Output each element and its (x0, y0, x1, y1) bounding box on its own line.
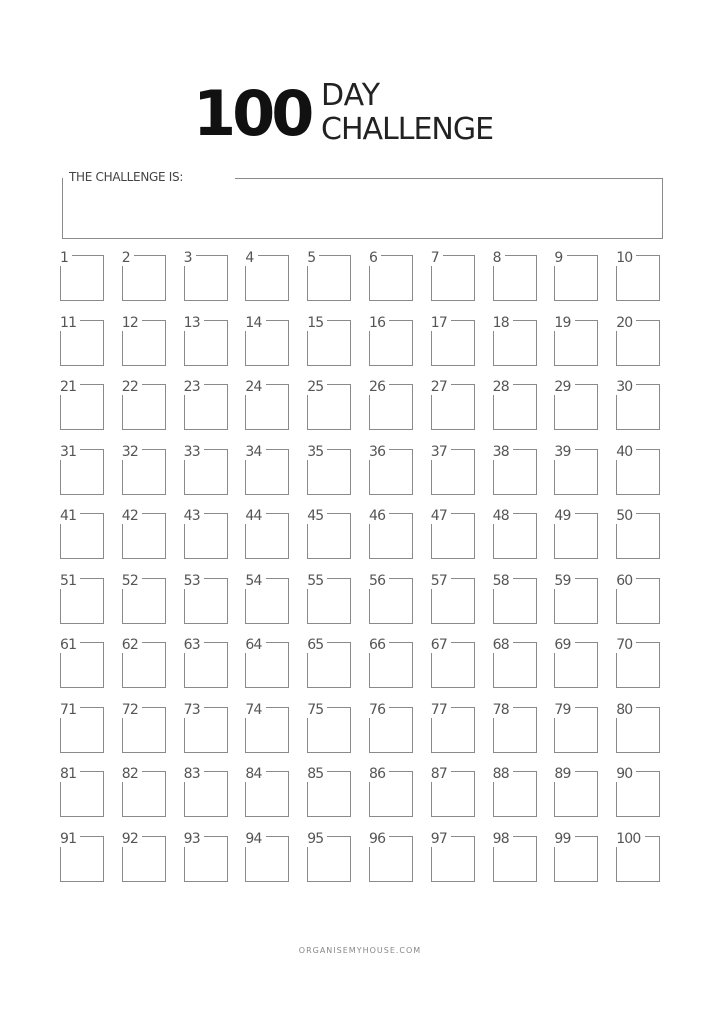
day-number: 62 (120, 637, 142, 653)
day-cell[interactable] (122, 637, 168, 689)
day-number: 61 (58, 637, 80, 653)
day-number: 45 (305, 508, 327, 524)
day-cell[interactable] (616, 250, 662, 302)
day-number: 30 (614, 379, 636, 395)
day-number: 85 (305, 766, 327, 782)
day-cell[interactable] (493, 766, 539, 818)
day-number: 68 (491, 637, 513, 653)
day-cell[interactable] (616, 379, 662, 431)
day-number: 53 (182, 573, 204, 589)
day-cell[interactable] (60, 379, 106, 431)
day-number: 3 (182, 250, 196, 266)
day-cell[interactable] (60, 831, 106, 883)
day-number: 82 (120, 766, 142, 782)
day-number: 42 (120, 508, 142, 524)
day-cell[interactable] (369, 508, 415, 560)
title-day: DAY (321, 78, 381, 113)
day-cell[interactable] (122, 702, 168, 754)
day-cell[interactable] (60, 444, 106, 496)
day-number: 94 (243, 831, 265, 847)
day-cell[interactable] (493, 637, 539, 689)
day-cell[interactable] (616, 637, 662, 689)
day-number: 23 (182, 379, 204, 395)
day-number: 18 (491, 315, 513, 331)
day-number: 31 (58, 444, 80, 460)
day-number: 15 (305, 315, 327, 331)
day-cell[interactable] (245, 702, 291, 754)
day-number: 22 (120, 379, 142, 395)
day-cell[interactable] (554, 379, 600, 431)
day-number: 33 (182, 444, 204, 460)
day-number: 84 (243, 766, 265, 782)
day-cell[interactable] (307, 573, 353, 625)
day-number: 36 (367, 444, 389, 460)
day-number: 90 (614, 766, 636, 782)
day-number: 51 (58, 573, 80, 589)
day-number: 93 (182, 831, 204, 847)
day-cell[interactable] (431, 702, 477, 754)
day-number: 75 (305, 702, 327, 718)
day-number: 17 (429, 315, 451, 331)
day-number: 89 (552, 766, 574, 782)
day-number: 66 (367, 637, 389, 653)
page-title (193, 78, 533, 150)
day-number: 10 (614, 250, 636, 266)
day-number: 14 (243, 315, 265, 331)
day-cell[interactable] (554, 315, 600, 367)
day-number: 57 (429, 573, 451, 589)
day-number: 54 (243, 573, 265, 589)
day-number: 72 (120, 702, 142, 718)
day-number: 55 (305, 573, 327, 589)
day-cell[interactable] (493, 573, 539, 625)
day-cell[interactable] (122, 766, 168, 818)
day-cell[interactable] (307, 315, 353, 367)
day-cell[interactable] (184, 379, 230, 431)
day-cell[interactable] (369, 379, 415, 431)
day-cell[interactable] (245, 831, 291, 883)
day-number: 69 (552, 637, 574, 653)
day-number: 74 (243, 702, 265, 718)
day-number: 73 (182, 702, 204, 718)
day-number: 92 (120, 831, 142, 847)
day-cell[interactable] (184, 831, 230, 883)
day-number: 37 (429, 444, 451, 460)
day-cell[interactable] (245, 444, 291, 496)
day-number: 95 (305, 831, 327, 847)
day-cell[interactable] (307, 637, 353, 689)
day-cell[interactable] (554, 831, 600, 883)
day-number: 50 (614, 508, 636, 524)
day-number: 65 (305, 637, 327, 653)
day-cell[interactable] (431, 508, 477, 560)
day-cell[interactable] (184, 766, 230, 818)
day-cell[interactable] (616, 508, 662, 560)
day-number: 63 (182, 637, 204, 653)
day-number: 67 (429, 637, 451, 653)
day-number: 41 (58, 508, 80, 524)
day-number: 97 (429, 831, 451, 847)
day-number: 52 (120, 573, 142, 589)
day-cell[interactable] (431, 379, 477, 431)
day-number: 29 (552, 379, 574, 395)
day-cell[interactable] (122, 444, 168, 496)
day-cell[interactable] (431, 766, 477, 818)
day-cell[interactable] (245, 508, 291, 560)
day-cell[interactable] (122, 573, 168, 625)
day-number: 100 (614, 831, 644, 847)
day-cell[interactable] (307, 702, 353, 754)
day-number: 38 (491, 444, 513, 460)
day-cell[interactable] (369, 766, 415, 818)
day-cell[interactable] (369, 702, 415, 754)
day-number: 71 (58, 702, 80, 718)
day-cell[interactable] (122, 508, 168, 560)
day-number: 86 (367, 766, 389, 782)
day-number: 8 (491, 250, 505, 266)
day-cell[interactable] (122, 379, 168, 431)
day-cell[interactable] (493, 831, 539, 883)
day-cell[interactable] (431, 250, 477, 302)
day-number: 48 (491, 508, 513, 524)
day-cell[interactable] (60, 637, 106, 689)
day-cell[interactable] (307, 508, 353, 560)
day-cell[interactable] (60, 766, 106, 818)
day-cell[interactable] (554, 702, 600, 754)
day-number: 44 (243, 508, 265, 524)
day-cell[interactable] (60, 573, 106, 625)
day-cell[interactable] (184, 444, 230, 496)
day-cell[interactable] (369, 831, 415, 883)
day-number: 70 (614, 637, 636, 653)
day-cell[interactable] (122, 831, 168, 883)
day-cell[interactable] (307, 831, 353, 883)
day-number: 21 (58, 379, 80, 395)
day-number: 79 (552, 702, 574, 718)
day-number: 47 (429, 508, 451, 524)
day-number: 28 (491, 379, 513, 395)
day-number: 35 (305, 444, 327, 460)
day-number: 81 (58, 766, 80, 782)
day-cell[interactable] (493, 250, 539, 302)
day-number: 26 (367, 379, 389, 395)
day-number: 76 (367, 702, 389, 718)
day-cell[interactable] (60, 315, 106, 367)
day-cell[interactable] (184, 702, 230, 754)
day-cell[interactable] (554, 250, 600, 302)
day-number: 19 (552, 315, 574, 331)
day-cell[interactable] (184, 250, 230, 302)
day-number: 83 (182, 766, 204, 782)
footer-site: ORGANISEMYHOUSE.COM (298, 946, 422, 955)
day-cell[interactable] (616, 444, 662, 496)
day-cell[interactable] (184, 573, 230, 625)
day-cell[interactable] (554, 444, 600, 496)
day-cell[interactable] (493, 702, 539, 754)
day-number: 77 (429, 702, 451, 718)
day-cell[interactable] (122, 315, 168, 367)
day-cell[interactable] (369, 637, 415, 689)
day-number: 87 (429, 766, 451, 782)
day-number: 13 (182, 315, 204, 331)
day-cell[interactable] (431, 573, 477, 625)
day-cell[interactable] (616, 702, 662, 754)
day-number: 60 (614, 573, 636, 589)
day-number: 9 (552, 250, 566, 266)
day-cell[interactable] (616, 766, 662, 818)
day-cell[interactable] (616, 573, 662, 625)
day-number: 2 (120, 250, 134, 266)
day-cell[interactable] (493, 315, 539, 367)
day-cell[interactable] (245, 766, 291, 818)
day-number: 6 (367, 250, 381, 266)
day-number: 91 (58, 831, 80, 847)
challenge-input-box[interactable] (62, 178, 663, 239)
day-number: 46 (367, 508, 389, 524)
day-cell[interactable] (554, 637, 600, 689)
day-number: 99 (552, 831, 574, 847)
day-number: 4 (243, 250, 257, 266)
day-cell[interactable] (245, 637, 291, 689)
day-cell[interactable] (431, 444, 477, 496)
day-cell[interactable] (369, 573, 415, 625)
day-number: 88 (491, 766, 513, 782)
day-number: 78 (491, 702, 513, 718)
day-number: 34 (243, 444, 265, 460)
day-number: 49 (552, 508, 574, 524)
challenge-label: THE CHALLENGE IS: (69, 170, 189, 184)
day-cell[interactable] (245, 379, 291, 431)
day-number: 98 (491, 831, 513, 847)
day-cell[interactable] (184, 637, 230, 689)
day-cell[interactable] (493, 444, 539, 496)
day-number: 64 (243, 637, 265, 653)
day-number: 80 (614, 702, 636, 718)
day-number: 39 (552, 444, 574, 460)
day-cell[interactable] (493, 508, 539, 560)
day-cell[interactable] (184, 315, 230, 367)
day-cell[interactable] (184, 508, 230, 560)
day-number: 58 (491, 573, 513, 589)
day-cell[interactable] (307, 250, 353, 302)
day-number: 59 (552, 573, 574, 589)
day-cell[interactable] (245, 315, 291, 367)
day-cell[interactable] (616, 831, 662, 883)
day-cell[interactable] (60, 508, 106, 560)
day-cell[interactable] (307, 379, 353, 431)
day-cell[interactable] (369, 250, 415, 302)
day-number: 24 (243, 379, 265, 395)
day-cell[interactable] (431, 315, 477, 367)
day-number: 5 (305, 250, 319, 266)
day-cell[interactable] (60, 702, 106, 754)
day-cell[interactable] (493, 379, 539, 431)
day-number: 11 (58, 315, 80, 331)
day-number: 25 (305, 379, 327, 395)
day-number: 40 (614, 444, 636, 460)
day-number: 27 (429, 379, 451, 395)
day-number: 16 (367, 315, 389, 331)
day-number: 1 (58, 250, 72, 266)
day-number: 43 (182, 508, 204, 524)
day-cell[interactable] (122, 250, 168, 302)
day-number: 32 (120, 444, 142, 460)
day-cell[interactable] (431, 637, 477, 689)
day-number: 20 (614, 315, 636, 331)
day-cell[interactable] (245, 573, 291, 625)
day-cell[interactable] (554, 573, 600, 625)
title-challenge: CHALLENGE (321, 112, 494, 147)
day-cell[interactable] (554, 508, 600, 560)
day-cell[interactable] (369, 444, 415, 496)
day-cell[interactable] (245, 250, 291, 302)
title-number: 100 (193, 77, 311, 150)
day-cell[interactable] (60, 250, 106, 302)
day-grid (60, 250, 666, 890)
day-cell[interactable] (554, 766, 600, 818)
day-cell[interactable] (431, 831, 477, 883)
day-cell[interactable] (369, 315, 415, 367)
day-number: 56 (367, 573, 389, 589)
day-number: 7 (429, 250, 443, 266)
day-cell[interactable] (307, 444, 353, 496)
day-number: 96 (367, 831, 389, 847)
day-cell[interactable] (616, 315, 662, 367)
day-number: 12 (120, 315, 142, 331)
day-cell[interactable] (307, 766, 353, 818)
